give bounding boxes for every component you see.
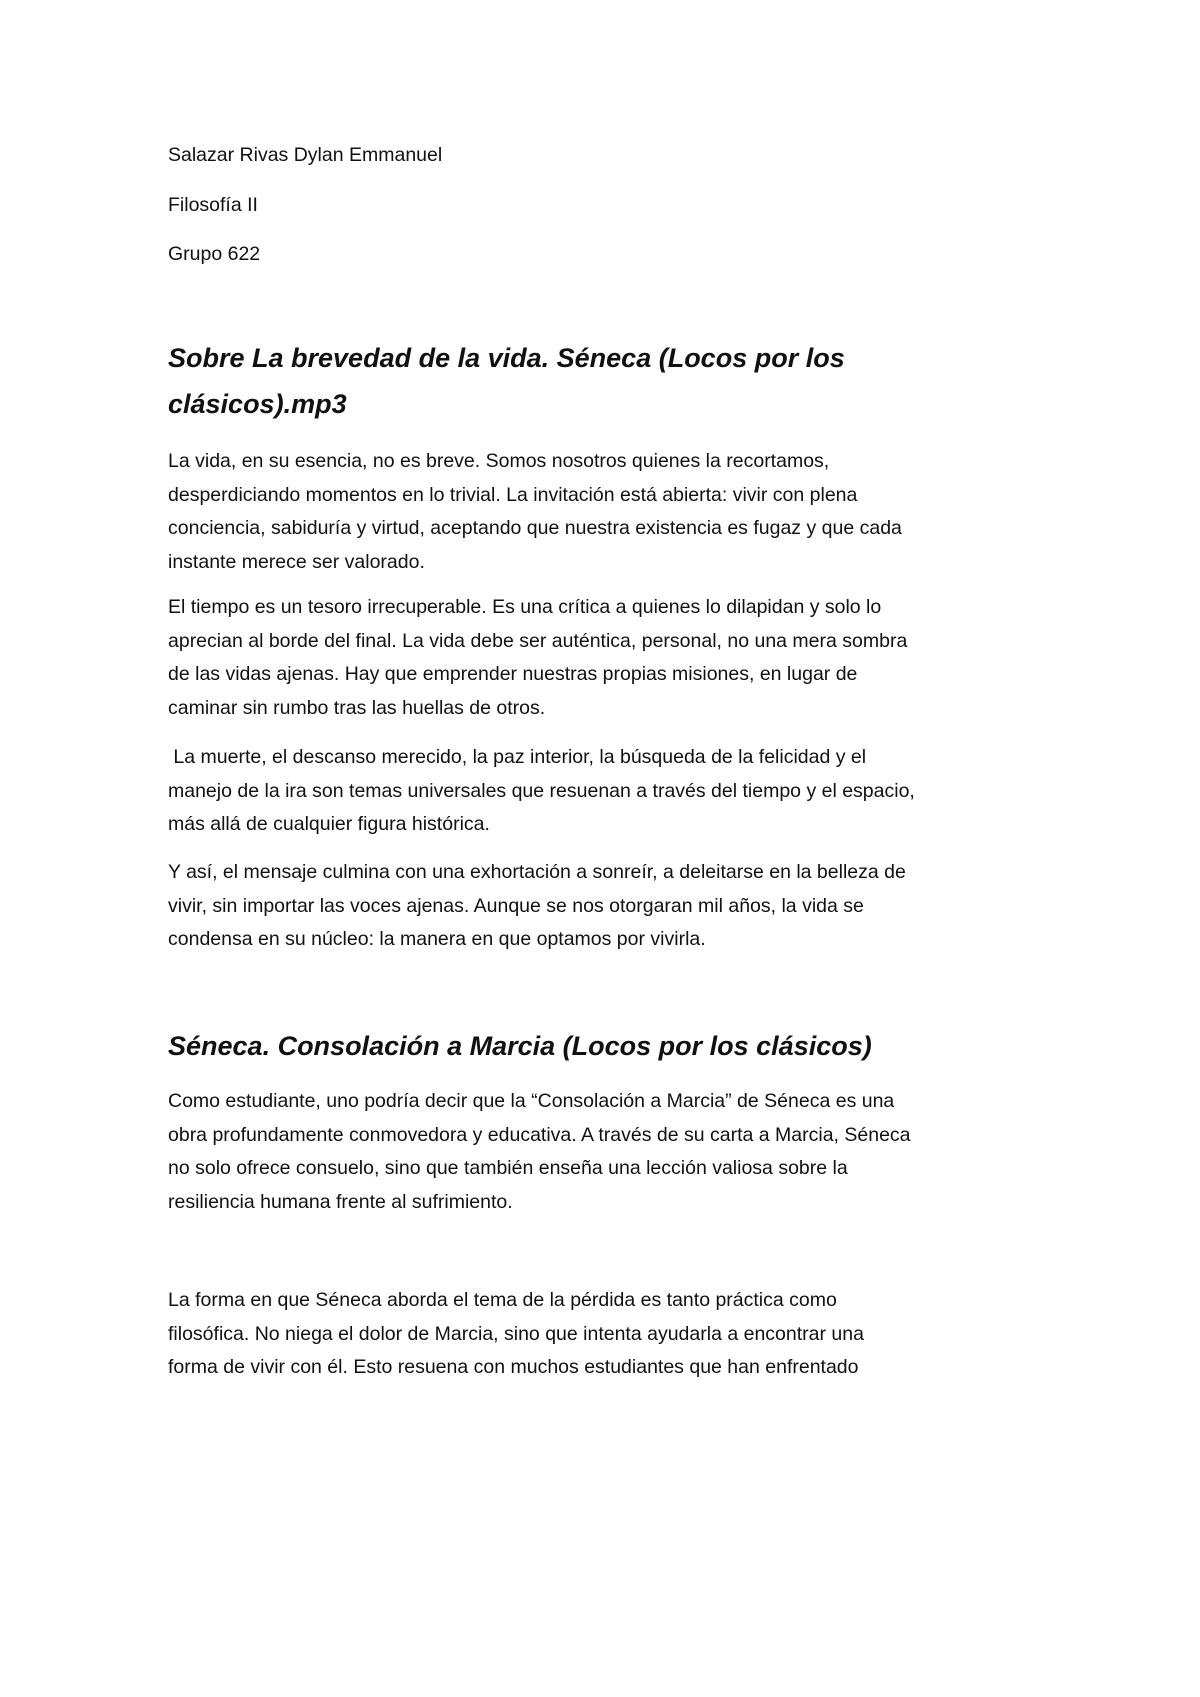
heading-line: clásicos).mp3: [168, 389, 347, 419]
section-1-paragraph: [168, 445, 1048, 579]
paragraph-line: forma de vivir con él. Esto resuena con muchos estudiantes que han enfrentado: [168, 1356, 859, 1378]
paragraph-line: caminar sin rumbo tras las huellas de otros.: [168, 696, 546, 719]
paragraph-line: resiliencia humana frente al sufrimiento.: [168, 1190, 513, 1213]
paragraph-line: obra profundamente conmovedora y educativa. A través de su carta a Marcia, Séneca: [168, 1123, 911, 1146]
paragraph-line: condensa en su núcleo: la manera en que optamos por vivirla.: [168, 928, 706, 950]
paragraph-line: La forma en que Séneca aborda el tema de la pérdida es tanto práctica como: [168, 1289, 837, 1311]
section-2-paragraph: [168, 1085, 1048, 1219]
paragraph-line: aprecian al borde del final. La vida debe ser auténtica, personal, no una mera sombra: [168, 629, 908, 652]
paragraph-line: instante merece ser valorado.: [168, 550, 425, 573]
section-1-paragraph: [168, 741, 1048, 842]
subject-name: Filosofía II: [168, 194, 258, 216]
paragraph-line: desperdiciando momentos en lo trivial. La invitación está abierta: vivir con plena: [168, 483, 858, 506]
section-2-heading: [168, 1023, 1048, 1069]
paragraph-line: La muerte, el descanso merecido, la paz interior, la búsqueda de la felicidad y el: [168, 746, 867, 768]
paragraph-line: manejo de la ira son temas universales que resuenan a través del tiempo y el espacio,: [168, 779, 915, 802]
paragraph-line: Y así, el mensaje culmina con una exhortación a sonreír, a deleitarse en la belleza de: [168, 861, 906, 883]
section-1-heading: [168, 335, 1048, 427]
paragraph-line: El tiempo es un tesoro irrecuperable. Es una crítica a quienes lo dilapidan y solo lo: [168, 596, 882, 618]
section-2-paragraph: [168, 1284, 1048, 1385]
paragraph-line: conciencia, sabiduría y virtud, aceptando que nuestra existencia es fugaz y que cada: [168, 517, 902, 539]
paragraph-line: no solo ofrece consuelo, sino que también enseña una lección valiosa sobre la: [168, 1157, 848, 1179]
section-1-paragraph: [168, 591, 1048, 725]
paragraph-line: La vida, en su esencia, no es breve. Somos nosotros quienes la recortamos,: [168, 450, 830, 472]
paragraph-line: más allá de cualquier figura histórica.: [168, 813, 490, 835]
paragraph-line: vivir, sin importar las voces ajenas. Aunque se nos otorgaran mil años, la vida se: [168, 894, 864, 917]
group-name: Grupo 622: [168, 243, 261, 265]
section-1-paragraph: [168, 856, 1048, 957]
paragraph-line: Como estudiante, uno podría decir que la “Consolación a Marcia” de Séneca es una: [168, 1090, 895, 1112]
heading-line: Séneca. Consolación a Marcia (Locos por los clásicos): [168, 1031, 872, 1061]
heading-line: Sobre La brevedad de la vida. Séneca (Locos por los: [168, 343, 845, 373]
author-name: Salazar Rivas Dylan Emmanuel: [168, 144, 443, 166]
paragraph-line: de las vidas ajenas. Hay que emprender nuestras propias misiones, en lugar de: [168, 663, 858, 685]
paragraph-line: filosófica. No niega el dolor de Marcia, sino que intenta ayudarla a encontrar una: [168, 1322, 864, 1345]
